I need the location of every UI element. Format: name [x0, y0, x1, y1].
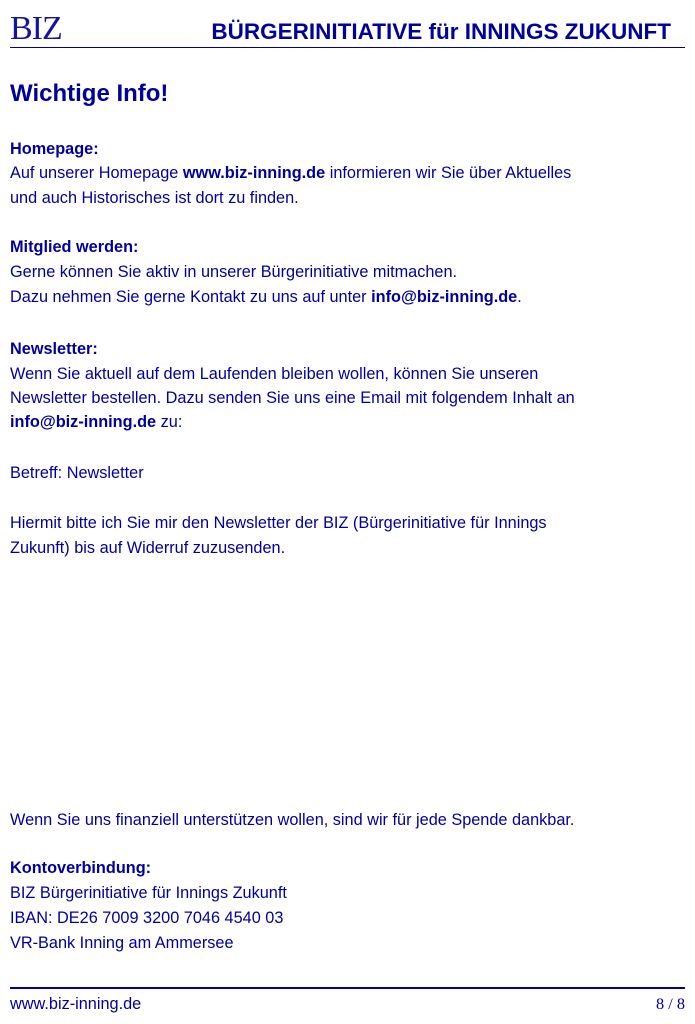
footer-website[interactable]: www.biz-inning.de: [10, 995, 142, 1013]
newsletter-body-1: Hiermit bitte ich Sie mir den Newsletter der BIZ (Bürgerinitiative für Innings: [10, 514, 547, 532]
newsletter-line-1: Wenn Sie aktuell auf dem Laufenden bleiben wollen, können Sie unseren: [10, 365, 539, 383]
header-divider: [10, 47, 685, 48]
member-email-link[interactable]: info@biz-inning.de: [371, 288, 518, 306]
header-title: BÜRGERINITIATIVE für INNINGS ZUKUNFT: [211, 19, 671, 44]
account-heading: Kontoverbindung:: [10, 859, 152, 877]
homepage-line-2: und auch Historisches ist dort zu finden.: [10, 189, 299, 207]
newsletter-line-2: Newsletter bestellen. Dazu senden Sie uns eine Email mit folgendem Inhalt an: [10, 389, 575, 407]
page-header: [10, 8, 685, 48]
biz-logo: [10, 10, 62, 48]
footer-page-number: 8 / 8: [656, 994, 685, 1013]
biz-logo-text: BIZ: [10, 10, 62, 47]
homepage-heading: Homepage:: [10, 140, 99, 158]
homepage-link[interactable]: www.biz-inning.de: [182, 164, 326, 182]
member-line-2: [10, 287, 522, 307]
newsletter-body-2: Zukunft) bis auf Widerruf zuzusenden.: [10, 539, 286, 557]
member-heading: Mitglied werden:: [10, 238, 139, 256]
account-bank: VR-Bank Inning am Ammersee: [10, 934, 234, 952]
newsletter-text-end: zu:: [156, 413, 183, 431]
member-text: Dazu nehmen Sie gerne Kontakt zu uns auf unter: [10, 288, 372, 306]
homepage-line-1: [10, 163, 571, 183]
donation-text: Wenn Sie uns finanziell unterstützen wollen, sind wir für jede Spende dankbar.: [10, 811, 575, 829]
footer-divider: [10, 987, 685, 989]
homepage-text-end: informieren wir Sie über Aktuelles: [325, 164, 572, 182]
newsletter-heading: Newsletter:: [10, 340, 98, 358]
newsletter-subject: Betreff: Newsletter: [10, 464, 144, 482]
member-text-end: .: [517, 288, 522, 306]
page-title: Wichtige Info!: [10, 80, 169, 107]
newsletter-email-link[interactable]: info@biz-inning.de: [10, 413, 157, 431]
homepage-text: Auf unserer Homepage: [10, 164, 183, 182]
account-name: BIZ Bürgerinitiative für Innings Zukunft: [10, 884, 287, 902]
newsletter-line-3: [10, 412, 182, 432]
account-iban: IBAN: DE26 7009 3200 7046 4540 03: [10, 909, 284, 927]
member-line-1: Gerne können Sie aktiv in unserer Bürgerinitiative mitmachen.: [10, 263, 458, 281]
